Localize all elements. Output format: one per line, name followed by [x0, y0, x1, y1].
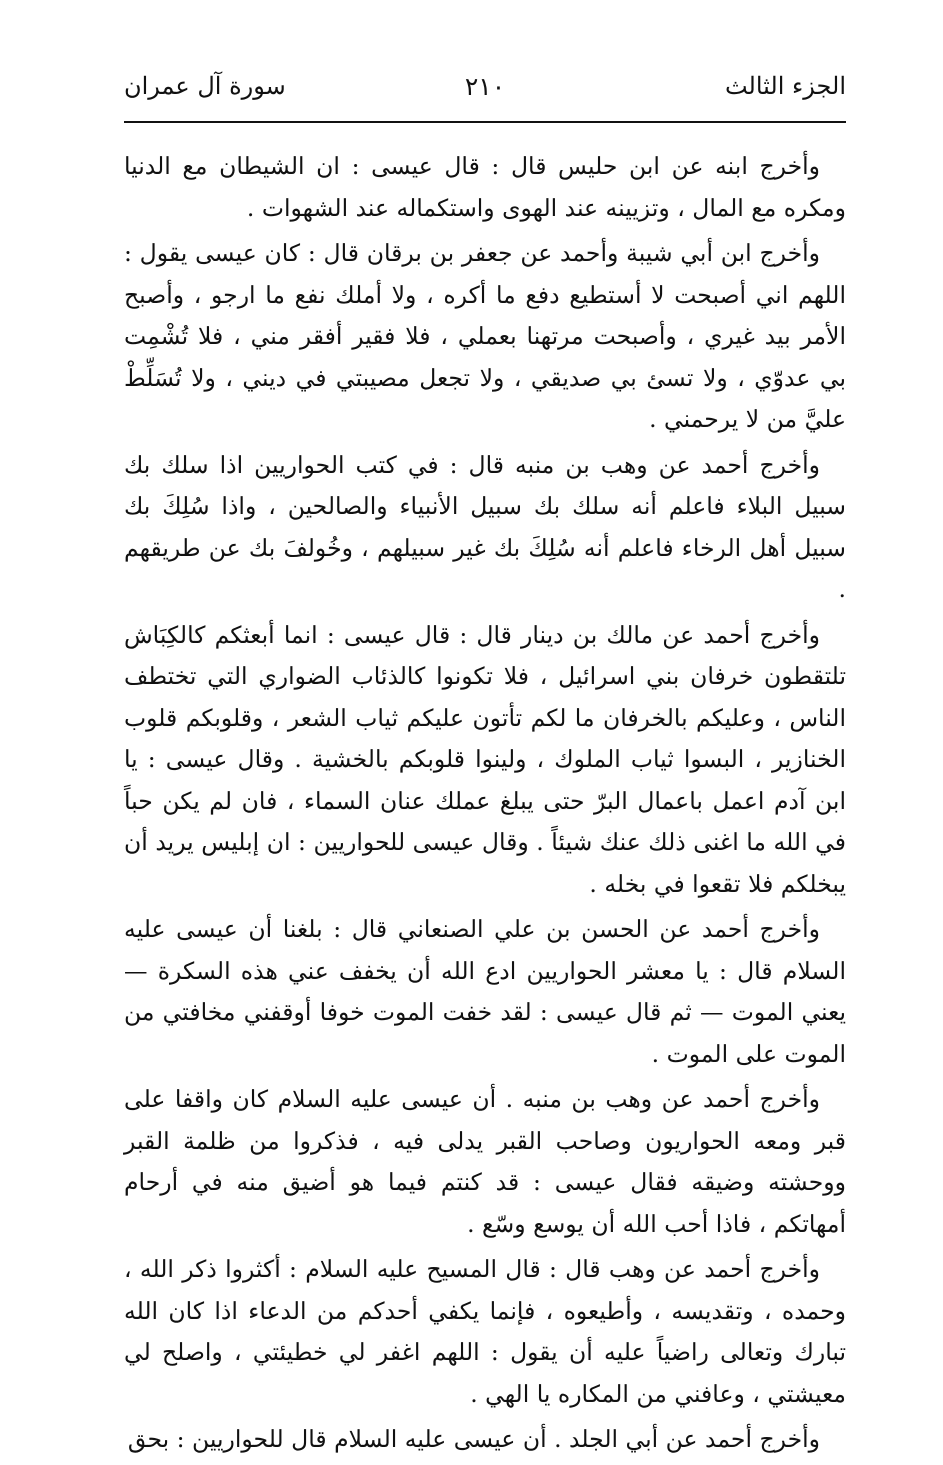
header-divider — [124, 121, 846, 123]
hadith-paragraph: وأخرج أحمد عن وهب بن منبه . أن عيسى عليه السلام كان واقفا على قبر ومعه الحواريون وصاحب القبر يدلى فيه ، فذكروا من ظلمة القبر ووحشته وضيقه فقال عيسى : قد كنتم فيما هو أضيق منه في أرحام أمهاتكم ، فاذا أحب الله أن يوسع وسّع . — [124, 1085, 846, 1238]
hadith-paragraph: وأخرج أحمد عن الحسن بن علي الصنعاني قال : بلغنا أن عيسى عليه السلام قال : يا معشر الحواريين ادع الله أن يخفف عني هذه السكرة — يعني الموت — ثم قال عيسى : لقد خفت الموت خوفا أوقفني مخافتي من الموت على الموت . — [124, 915, 846, 1068]
page-number: ٢١٠ — [464, 72, 506, 101]
hadith-paragraph: وأخرج أحمد عن وهب قال : قال المسيح عليه السلام : أكثروا ذكر الله ، وحمده ، وتقديسه ، وأطيعوه ، فإنما يكفي أحدكم من الدعاء اذا كان الله تبارك وتعالى راضياً عليه أن يقول : اللهم اغفر لي خطيئتي ، واصلح لي معيشتي ، وعافني من المكاره يا الهي . — [124, 1255, 846, 1408]
page-header — [124, 62, 846, 122]
hadith-paragraph: وأخرج أحمد عن أبي الجلد . أن عيسى عليه السلام قال للحواريين : بحق — [127, 1425, 820, 1453]
hadith-paragraph: وأخرج أحمد عن مالك بن دينار قال : قال عيسى : انما أبعثكم كالكِبَاش تلتقطون خرفان بني اسرائيل ، فلا تكونوا كالذئاب الضواري التي تختطف الناس ، وعليكم بالخرفان ما لكم تأتون عليكم ثياب الشعر ، وقلوبكم قلوب الخنازير ، البسوا ثياب الملوك ، ولينوا قلوبكم بالخشية . وقال عيسى : يا ابن آدم اعمل باعمال البرّ حتى يبلغ عملك عنان السماء ، فان لم يكن حباً في الله ما اغنى ذلك عنك شيئاً . وقال عيسى للحواريين : ان إبليس يريد أن يبخلكم فلا تقعوا في بخله . — [124, 620, 846, 898]
surah-title: سورة آل عمران — [124, 72, 286, 100]
part-title: الجزء الثالث — [724, 72, 846, 100]
hadith-paragraph: وأخرج ابن أبي شيبة وأحمد عن جعفر بن برقان قال : كان عيسى يقول : اللهم اني أصبحت لا أستطيع دفع ما أكره ، ولا أملك نفع ما ارجو ، وأصبح الأمر بيد غيري ، وأصبحت مرتهنا بعملي ، فلا فقير أفقر مني ، فلا تُشْمِت بي عدوّي ، ولا تسئ بي صديقي ، ولا تجعل مصيبتي في ديني ، ولا تُسَلِّطْ عليَّ من لا يرحمني . — [124, 239, 846, 433]
page-body — [124, 146, 846, 1465]
hadith-paragraph: وأخرج ابنه عن ابن حليس قال : قال عيسى : ان الشيطان مع الدنيا ومكره مع المال ، وتزيينه عند الهوى واستكماله عند الشهوات . — [124, 152, 846, 222]
hadith-paragraph: وأخرج أحمد عن وهب بن منبه قال : في كتب الحواريين اذا سلك بك سبيل البلاء فاعلم أنه سلك بك سبيل الأنبياء والصالحين ، واذا سُلِكَ بك سبيل أهل الرخاء فاعلم أنه سُلِكَ بك غير سبيلهم ، وخُولفَ بك عن طريقهم . — [124, 450, 846, 603]
